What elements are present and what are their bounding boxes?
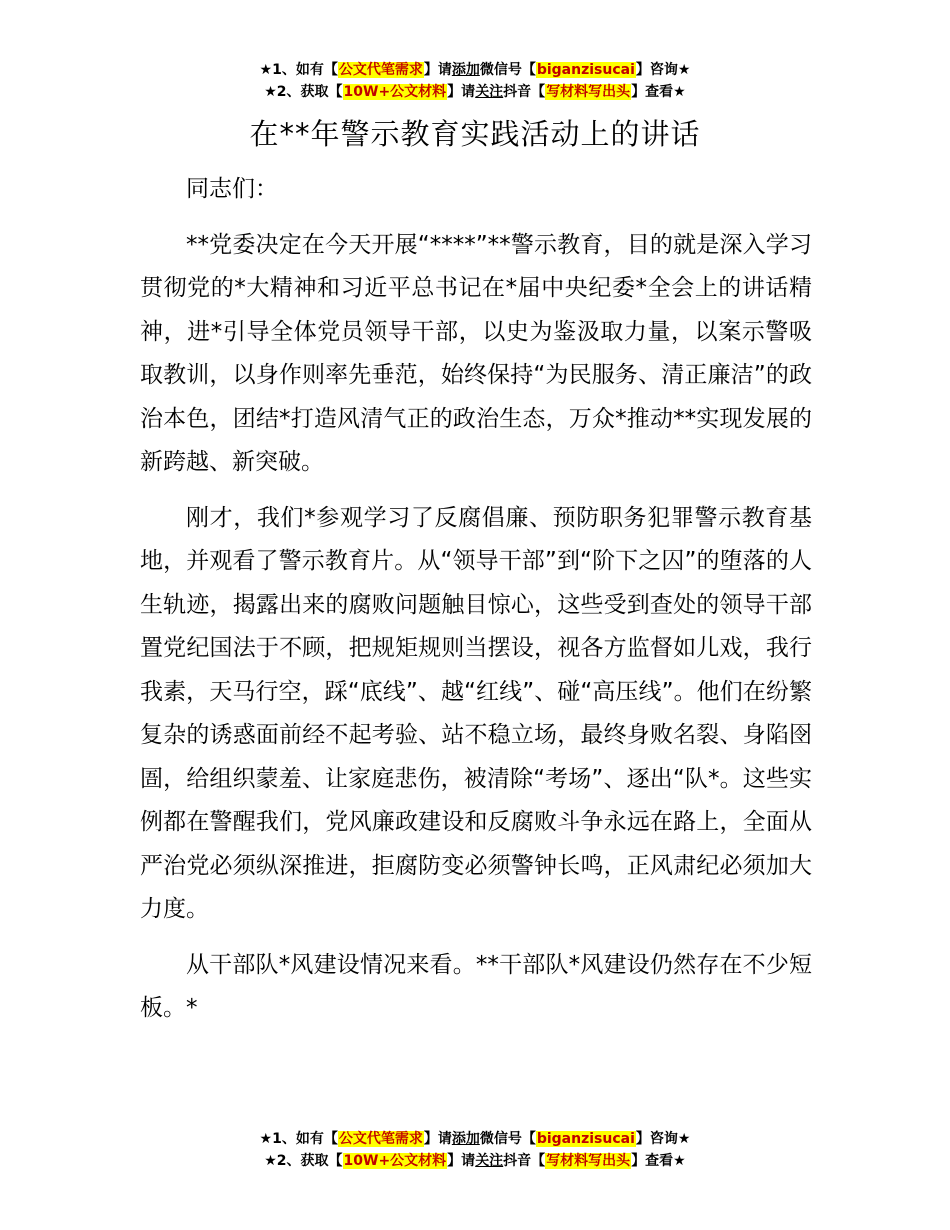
banner-text: 】请: [447, 84, 476, 100]
highlight-wechat-id: biganzisucai: [536, 1131, 635, 1147]
banner-text: 】查看★: [631, 1153, 686, 1169]
banner-text: ★2、获取【: [264, 84, 343, 100]
banner-text: 】请: [447, 1153, 476, 1169]
paragraph-2: 刚才，我们*参观学习了反腐倡廉、预防职务犯罪警示教育基地，并观看了警示教育片。从“领导干部”到“阶下之囚”的堕落的人生轨迹，揭露出来的腐败问题触目惊心，这些受到查处的领导干部置党纪国法于不顾，把规矩规则当摆设，视各方监督如儿戏，我行我素，天马行空，踩“底线”、越“红线”、碰“高压线”。他们在纷繁复杂的诱惑面前经不起考验、站不稳立场，最终身败名裂、身陷囹圄，给组织蒙羞、让家庭悲伤，被清除“考场”、逐出“队*。这些实例都在警醒我们，党风廉政建设和反腐败斗争永远在路上，全面从严治党必须纵深推进，拒腐防变必须警钟长鸣，正风肃纪必须加大力度。: [140, 504, 812, 922]
banner-line-2: [0, 1150, 950, 1172]
banner-underlined-text: 关注: [475, 84, 504, 100]
paragraph-3: 从干部队*风建设情况来看。**干部队*风建设仍然存在不少短板。*: [140, 951, 812, 1021]
header-banner: [0, 59, 950, 103]
highlight-materials: 10W+公文材料: [343, 84, 447, 100]
banner-underlined-text: 关注: [475, 1153, 504, 1169]
document-title: 在**年警示教育实践活动上的讲话: [249, 117, 701, 151]
banner-text: ★1、如有【: [259, 62, 338, 78]
highlight-wechat-id: biganzisucai: [536, 62, 635, 78]
banner-text: 】咨询★: [635, 1131, 691, 1147]
banner-text: 抖音【: [503, 1153, 546, 1169]
highlight-ghostwriting: 公文代笔需求: [338, 62, 423, 78]
banner-line-1: [0, 1128, 950, 1150]
banner-text: 微信号【: [479, 62, 536, 78]
footer-banner: [0, 1128, 950, 1172]
highlight-materials: 10W+公文材料: [343, 1153, 447, 1169]
highlight-douyin-account: 写材料写出头: [546, 1153, 631, 1169]
banner-line-1: [0, 59, 950, 81]
document-body: [140, 168, 812, 1043]
banner-text: 】请: [423, 62, 452, 78]
banner-text: ★2、获取【: [264, 1153, 343, 1169]
banner-text: 微信号【: [479, 1131, 536, 1147]
banner-underlined-text: 添加: [451, 1131, 480, 1147]
paragraph-1: **党委决定在今天开展“****”**警示教育，目的就是深入学习贯彻党的*大精神和习近平总书记在*届中央纪委*全会上的讲话精神，进*引导全体党员领导干部，以史为鉴汲取力量，以案示警吸取教训，以身作则率先垂范，始终保持“为民服务、清正廉洁”的政治本色，团结*打造风清气正的政治生态，万众*推动**实现发展的新跨越、新突破。: [140, 231, 812, 475]
banner-text: 】咨询★: [635, 62, 691, 78]
highlight-douyin-account: 写材料写出头: [546, 84, 631, 100]
banner-underlined-text: 添加: [451, 62, 480, 78]
highlight-ghostwriting: 公文代笔需求: [338, 1131, 423, 1147]
banner-text: 】查看★: [631, 84, 686, 100]
banner-text: 】请: [423, 1131, 452, 1147]
banner-line-2: [0, 81, 950, 103]
banner-text: ★1、如有【: [259, 1131, 338, 1147]
banner-text: 抖音【: [503, 84, 546, 100]
salutation: 同志们：: [186, 176, 278, 202]
